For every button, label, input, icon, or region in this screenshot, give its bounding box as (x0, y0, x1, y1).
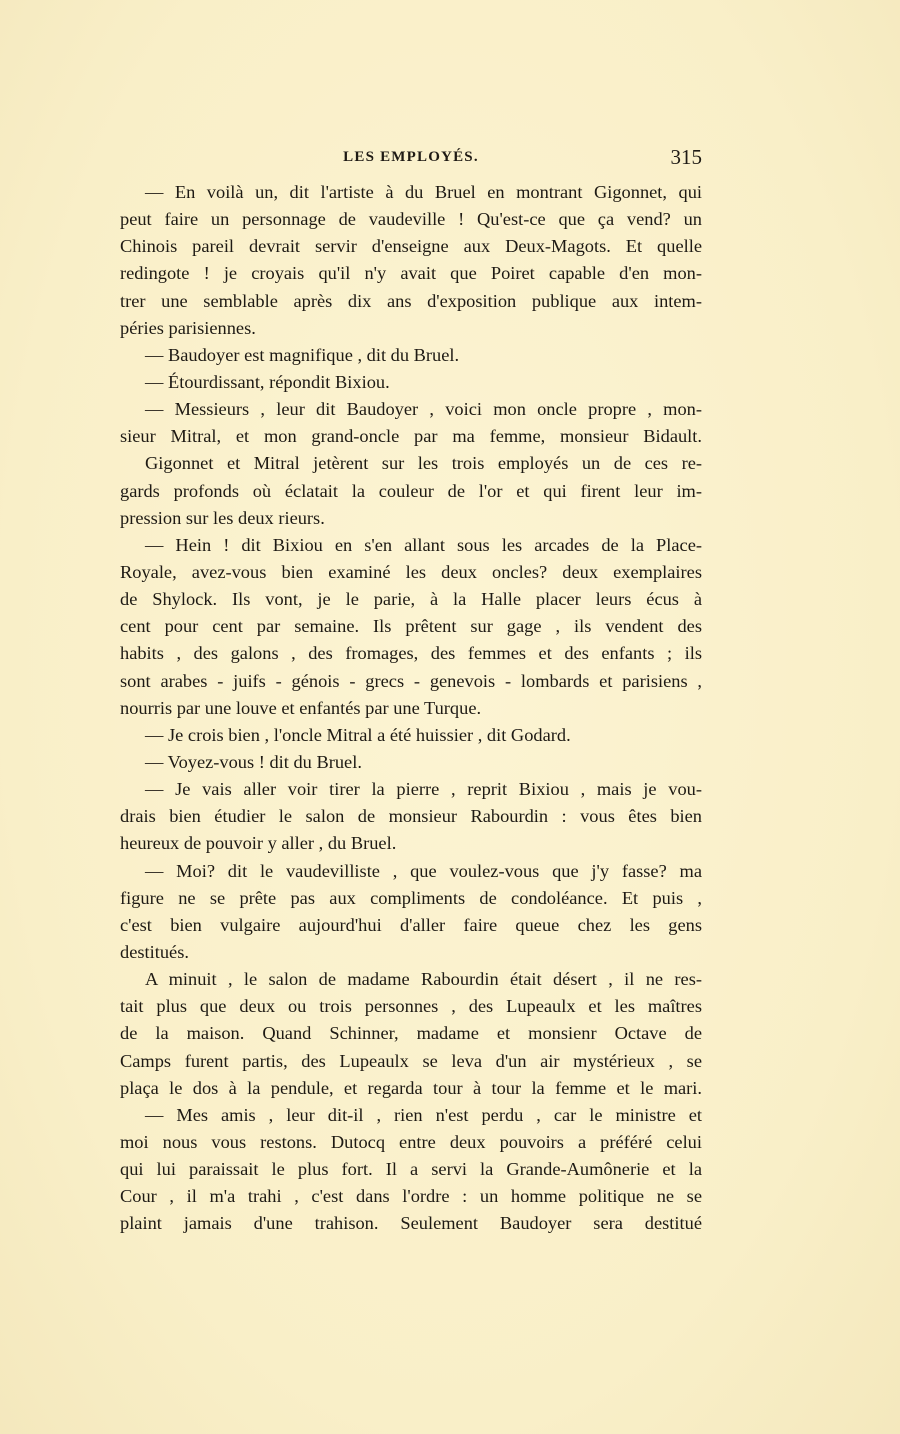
body-text (120, 179, 702, 1237)
text-line: figure ne se prête pas aux compliments de condoléance. Et puis , (120, 887, 702, 908)
text-line: drais bien étudier le salon de monsieur Rabourdin : vous êtes bien (120, 806, 702, 827)
text-line: sieur Mitral, et mon grand-oncle par ma femme, monsieur Bidault. (120, 426, 702, 447)
text-line: trer une semblable après dix ans d'exposition publique aux intem- (120, 290, 702, 311)
text-line: péries parisiennes. (120, 317, 256, 338)
text-line: pression sur les deux rieurs. (120, 507, 325, 528)
text-line: Cour , il m'a trahi , c'est dans l'ordre : un homme politique ne se (120, 1186, 702, 1207)
text-line: tait plus que deux ou trois personnes , des Lupeaulx et les maîtres (120, 996, 702, 1017)
text-line: — Voyez-vous ! dit du Bruel. (145, 751, 362, 772)
text-line: Gigonnet et Mitral jetèrent sur les trois employés un de ces re- (145, 453, 702, 474)
text-line: — Je crois bien , l'oncle Mitral a été huissier , dit Godard. (145, 724, 571, 745)
text-line: — Baudoyer est magnifique , dit du Bruel. (145, 344, 460, 365)
text-line: — Mes amis , leur dit-il , rien n'est perdu , car le ministre et (145, 1104, 702, 1125)
text-line: — Messieurs , leur dit Baudoyer , voici mon oncle propre , mon- (145, 399, 702, 420)
text-line: — Étourdissant, répondit Bixiou. (145, 371, 390, 392)
text-line: plaça le dos à la pendule, et regarda tour à tour la femme et le mari. (120, 1077, 702, 1098)
text-line: — En voilà un, dit l'artiste à du Bruel en montrant Gigonnet, qui (145, 182, 702, 202)
text-line: Chinois pareil devrait servir d'enseigne aux Deux-Magots. Et quelle (120, 236, 702, 257)
text-line: habits , des galons , des fromages, des femmes et des enfants ; ils (120, 643, 702, 664)
text-line: nourris par une louve et enfantés par une Turque. (120, 697, 482, 718)
text-line: gards profonds où éclatait la couleur de l'or et qui firent leur im- (120, 480, 702, 501)
text-line: qui lui paraissait le plus fort. Il a servi la Grande-Aumônerie et la (120, 1159, 702, 1180)
text-line: c'est bien vulgaire aujourd'hui d'aller faire queue chez les gens (120, 914, 702, 935)
text-line: Camps furent partis, des Lupeaulx se leva d'un air mystérieux , se (120, 1050, 702, 1071)
text-line: heureux de pouvoir y aller , du Bruel. (120, 833, 397, 854)
text-line: plaint jamais d'une trahison. Seulement Baudoyer sera destitué (120, 1213, 702, 1234)
text-line: de Shylock. Ils vont, je le parie, à la Halle placer leurs écus à (120, 589, 702, 610)
text-line: — Moi? dit le vaudevilliste , que voulez-vous que j'y fasse? ma (145, 860, 702, 881)
text-line: A minuit , le salon de madame Rabourdin était désert , il ne res- (145, 969, 702, 990)
text-line: — Hein ! dit Bixiou en s'en allant sous les arcades de la Place- (145, 534, 702, 555)
text-line: peut faire un personnage de vaudeville ! Qu'est-ce que ça vend? un (120, 209, 702, 230)
page-header (120, 145, 702, 171)
text-line: — Je vais aller voir tirer la pierre , reprit Bixiou , mais je vou- (145, 779, 702, 800)
text-line: moi nous vous restons. Dutocq entre deux pouvoirs a préféré celui (120, 1131, 702, 1152)
text-line: redingote ! je croyais qu'il n'y avait que Poiret capable d'en mon- (120, 263, 702, 284)
text-line: Royale, avez-vous bien examiné les deux oncles? deux exemplaires (120, 561, 702, 582)
running-title: LES EMPLOYÉS. (343, 149, 479, 165)
text-line: de la maison. Quand Schinner, madame et monsienr Octave de (120, 1023, 702, 1044)
page-number: 315 (670, 145, 702, 169)
text-line: destitués. (120, 941, 189, 962)
text-line: cent pour cent par semaine. Ils prêtent sur gage , ils vendent des (120, 616, 702, 637)
text-line: sont arabes - juifs - génois - grecs - genevois - lombards et parisiens , (120, 670, 702, 691)
